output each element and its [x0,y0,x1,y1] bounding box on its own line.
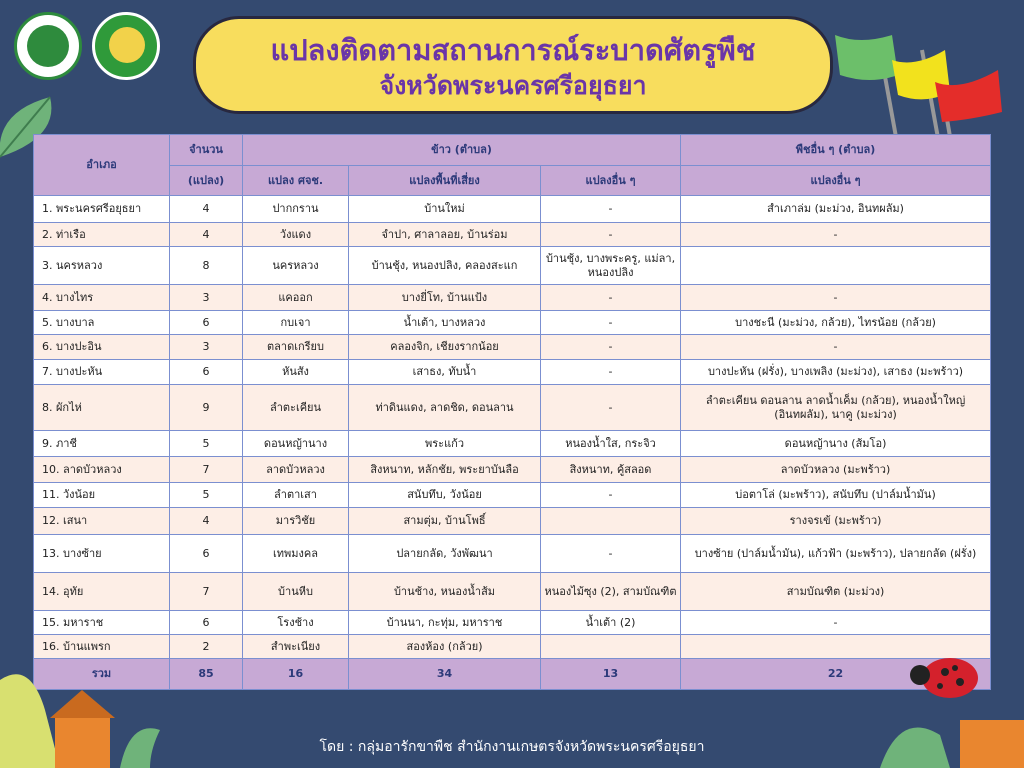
rice-other-cell [541,508,681,535]
risk-cell: บ้านใหม่ [349,196,541,223]
center-cell: หันสัง [243,360,349,385]
count-cell: 6 [170,535,243,573]
center-cell: ปากกราน [243,196,349,223]
risk-cell: สามตุ่ม, บ้านโพธิ์ [349,508,541,535]
crop-other-cell: - [681,285,991,311]
district-cell: 8. ผักไห่ [34,385,170,431]
total-row [34,659,991,690]
table-row [34,611,991,635]
rice-other-cell: บ้านชุ้ง, บางพระครู, แม่ลา, หนองปลิง [541,247,681,285]
total-rice-other: 13 [541,659,681,690]
crop-other-cell: - [681,611,991,635]
district-cell: 9. ภาชี [34,431,170,457]
center-cell: สำพะเนียง [243,635,349,659]
pest-monitoring-table [33,134,991,690]
crop-other-cell [681,247,991,285]
count-cell: 3 [170,285,243,311]
district-cell: 10. ลาดบัวหลวง [34,457,170,483]
table-row [34,285,991,311]
risk-cell: สองห้อง (กล้วย) [349,635,541,659]
district-header: อำเภอ [34,135,170,196]
district-cell: 14. อุทัย [34,573,170,611]
center-cell: ลาดบัวหลวง [243,457,349,483]
table-row [34,483,991,508]
total-crop-other: 22 [681,659,991,690]
district-cell: 1. พระนครศรีอยุธยา [34,196,170,223]
other-crop-group-header: พืชอื่น ๆ (ตำบล) [681,135,991,166]
risk-cell: จำปา, ศาลาลอย, บ้านร่อม [349,223,541,247]
total-label: รวม [34,659,170,690]
risk-cell: คลองจิก, เชียงรากน้อย [349,335,541,360]
count-cell: 4 [170,223,243,247]
risk-cell: บ้านช้าง, หนองน้ำส้ม [349,573,541,611]
center-cell: ดอนหญ้านาง [243,431,349,457]
table-row [34,247,991,285]
count-unit-header: (แปลง) [170,166,243,196]
count-cell: 7 [170,457,243,483]
district-cell: 5. บางบาล [34,311,170,335]
pest-management-center-logo [92,12,160,80]
table-row [34,223,991,247]
rice-center-header: แปลง ศจช. [243,166,349,196]
risk-cell: น้ำเต้า, บางหลวง [349,311,541,335]
center-cell: เทพมงคล [243,535,349,573]
rice-other-cell: สิงหนาท, คู้สลอด [541,457,681,483]
rice-other-cell: หนองน้ำใส, กระจิว [541,431,681,457]
district-cell: 15. มหาราช [34,611,170,635]
district-cell: 13. บางซ้าย [34,535,170,573]
crop-other-cell: บางซ้าย (ปาล์มน้ำมัน), แก้วฟ้า (มะพร้าว), ปลายกลัด (ฝรั่ง) [681,535,991,573]
count-cell: 8 [170,247,243,285]
crop-other-cell: ลาดบัวหลวง (มะพร้าว) [681,457,991,483]
crop-other-cell: บางชะนี (มะม่วง, กล้วย), ไทรน้อย (กล้วย) [681,311,991,335]
rice-other-cell: - [541,483,681,508]
center-cell: แคออก [243,285,349,311]
page-subtitle: จังหวัดพระนครศรีอยุธยา [379,71,647,100]
total-risk: 34 [349,659,541,690]
count-cell: 4 [170,508,243,535]
crop-other-cell: ดอนหญ้านาง (ส้มโอ) [681,431,991,457]
table-row [34,573,991,611]
center-cell: มารวิชัย [243,508,349,535]
crop-other-cell: บ่อตาโล่ (มะพร้าว), สนับทึบ (ปาล์มน้ำมัน) [681,483,991,508]
center-cell: ลำตะเคียน [243,385,349,431]
count-header: จำนวน [170,135,243,166]
risk-cell: พระแก้ว [349,431,541,457]
green-flag [835,35,898,80]
crop-other-cell: รางจรเข้ (มะพร้าว) [681,508,991,535]
center-cell: กบเจา [243,311,349,335]
center-cell: บ้านหีบ [243,573,349,611]
count-cell: 3 [170,335,243,360]
center-cell: โรงช้าง [243,611,349,635]
table-row [34,535,991,573]
table-row [34,431,991,457]
total-count: 85 [170,659,243,690]
risk-cell: บ้านนา, กะทุ่ม, มหาราช [349,611,541,635]
rice-risk-header: แปลงพื้นที่เสี่ยง [349,166,541,196]
risk-cell: บ้านชุ้ง, หนองปลิง, คลองสะแก [349,247,541,285]
rice-other-cell: - [541,223,681,247]
rice-other-cell: - [541,196,681,223]
count-cell: 6 [170,360,243,385]
count-cell: 5 [170,431,243,457]
rice-other-header: แปลงอื่น ๆ [541,166,681,196]
credit-text: โดย : กลุ่มอารักขาพืช สำนักงานเกษตรจังหวัดพระนครศรีอยุธยา [319,739,705,755]
crop-other-cell [681,635,991,659]
risk-cell: สนับทึบ, วังน้อย [349,483,541,508]
rice-other-cell: หนองไม้ซุง (2), สามบัณฑิต [541,573,681,611]
crop-other-cell: สำเภาล่ม (มะม่วง, อินทผลัม) [681,196,991,223]
district-cell: 16. บ้านแพรก [34,635,170,659]
risk-cell: ปลายกลัด, วังพัฒนา [349,535,541,573]
table-row [34,196,991,223]
risk-cell: บางยี่โท, บ้านแป้ง [349,285,541,311]
district-cell: 3. นครหลวง [34,247,170,285]
count-cell: 4 [170,196,243,223]
rice-other-cell: - [541,535,681,573]
district-cell: 12. เสนา [34,508,170,535]
table-row [34,311,991,335]
risk-cell: เสาธง, ทับน้ำ [349,360,541,385]
risk-cell: สิงหนาท, หลักชัย, พระยาบันลือ [349,457,541,483]
agriculture-department-logo [14,12,82,80]
table-row [34,335,991,360]
center-cell: ตลาดเกรียบ [243,335,349,360]
district-cell: 11. วังน้อย [34,483,170,508]
rice-other-cell: น้ำเต้า (2) [541,611,681,635]
rice-other-cell: - [541,385,681,431]
rice-other-cell: - [541,335,681,360]
crop-other-cell: บางปะหัน (ฝรั่ง), บางเพลิง (มะม่วง), เสาธง (มะพร้าว) [681,360,991,385]
count-cell: 6 [170,311,243,335]
title-banner [193,16,833,114]
crop-other-cell: - [681,223,991,247]
district-cell: 7. บางปะหัน [34,360,170,385]
rice-other-cell [541,635,681,659]
page-title: แปลงติดตามสถานการณ์ระบาดศัตรูพืช [270,33,756,67]
risk-cell: ท่าดินแดง, ลาดชิด, ดอนลาน [349,385,541,431]
rice-other-cell: - [541,311,681,335]
center-cell: นครหลวง [243,247,349,285]
count-cell: 7 [170,573,243,611]
table-row [34,385,991,431]
center-cell: วังแดง [243,223,349,247]
count-cell: 5 [170,483,243,508]
crop-other-cell: สามบัณฑิต (มะม่วง) [681,573,991,611]
total-center: 16 [243,659,349,690]
crop-other-cell: - [681,335,991,360]
count-cell: 6 [170,611,243,635]
district-cell: 6. บางปะอิน [34,335,170,360]
table-row [34,457,991,483]
rice-group-header: ข้าว (ตำบล) [243,135,681,166]
table-row [34,508,991,535]
center-cell: ลำตาเสา [243,483,349,508]
district-cell: 4. บางไทร [34,285,170,311]
count-cell: 9 [170,385,243,431]
crop-other-header: แปลงอื่น ๆ [681,166,991,196]
table-row [34,635,991,659]
count-cell: 2 [170,635,243,659]
rice-other-cell: - [541,285,681,311]
rice-other-cell: - [541,360,681,385]
table-row [34,360,991,385]
crop-other-cell: ลำตะเคียน ดอนลาน ลาดน้ำเค็ม (กล้วย), หนองน้ำใหญ่ (อินทผลัม), นาคู (มะม่วง) [681,385,991,431]
district-cell: 2. ท่าเรือ [34,223,170,247]
table-body [34,196,991,659]
